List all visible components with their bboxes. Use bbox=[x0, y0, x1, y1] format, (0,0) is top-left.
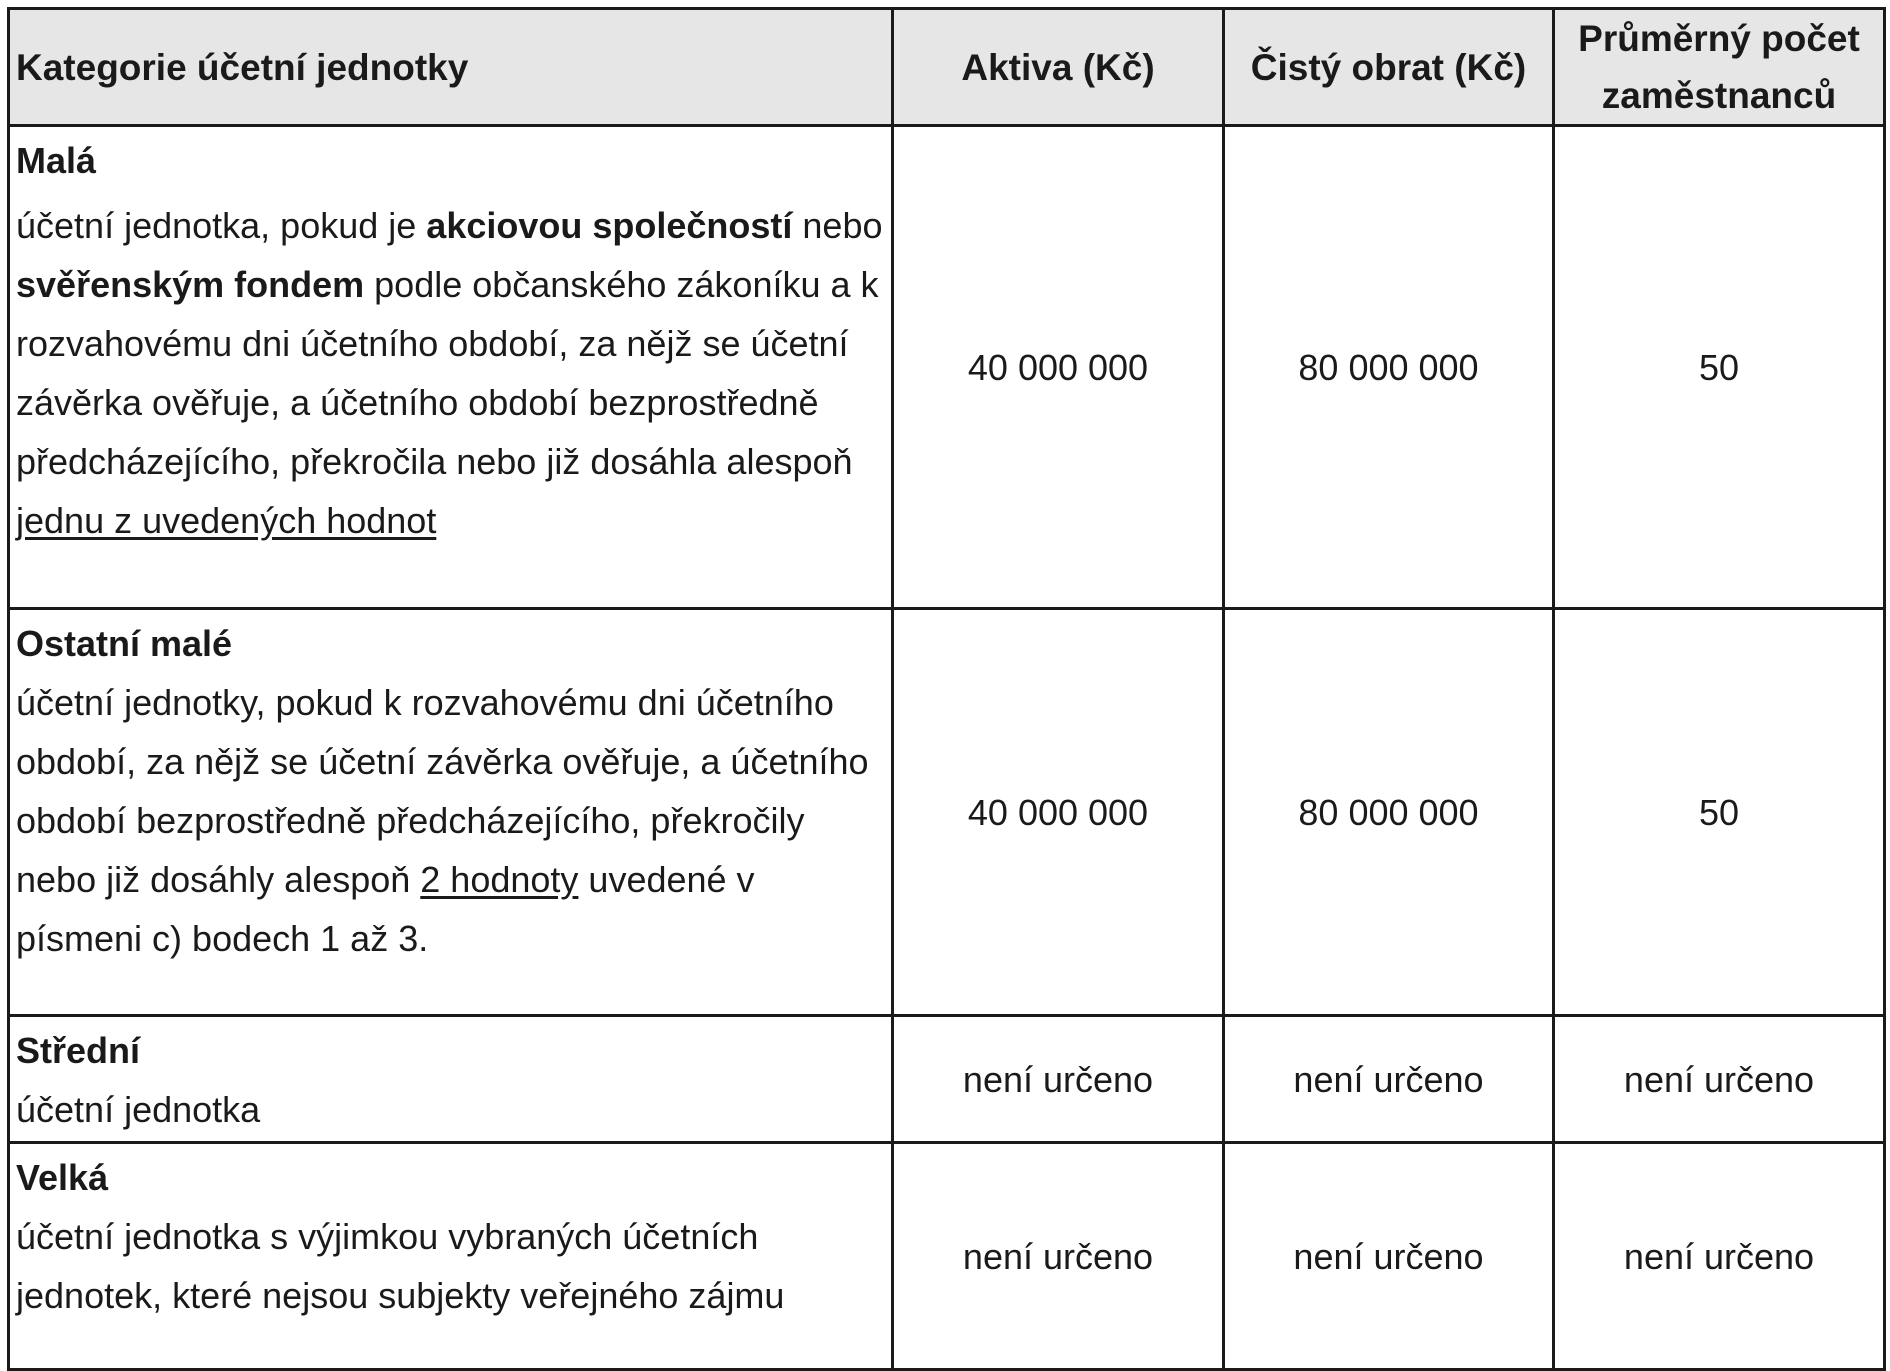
table-row-ostatni-male bbox=[9, 609, 1885, 1016]
header-assets: Aktiva (Kč) bbox=[893, 9, 1224, 126]
category-title: Střední bbox=[16, 1030, 141, 1071]
employees-value: není určeno bbox=[1554, 1143, 1885, 1370]
category-cell bbox=[9, 609, 893, 1016]
category-title: Velká bbox=[16, 1157, 109, 1198]
category-desc: účetní jednotka, pokud je akciovou společností nebo svěřenským fondem podle občanského zákoníku a k rozvahovému dni účetního období, za nějž se účetní závěrka ověřuje, a účetního období bezprostředně předcházejícího, překročila nebo již dosáhla alespoň jednu z uvedených hodnot bbox=[16, 205, 883, 541]
category-desc: účetní jednotka s výjimkou vybraných účetních jednotek, které nejsou subjekty veřejného zájmu bbox=[16, 1216, 785, 1316]
category-desc: účetní jednotka bbox=[16, 1089, 261, 1130]
turnover-value: není určeno bbox=[1224, 1143, 1554, 1370]
table-row-mala bbox=[9, 126, 1885, 609]
employees-value: 50 bbox=[1554, 609, 1885, 1016]
header-category: Kategorie účetní jednotky bbox=[9, 9, 893, 126]
header-employees-line2: zaměstnanců bbox=[1601, 75, 1837, 116]
header-employees-line1: Průměrný počet bbox=[1578, 18, 1860, 59]
assets-value: 40 000 000 bbox=[893, 609, 1224, 1016]
assets-value: 40 000 000 bbox=[893, 126, 1224, 609]
turnover-value: 80 000 000 bbox=[1224, 609, 1554, 1016]
category-cell bbox=[9, 126, 893, 609]
table-row-stredni bbox=[9, 1016, 1885, 1143]
assets-value: není určeno bbox=[893, 1016, 1224, 1143]
assets-value: není určeno bbox=[893, 1143, 1224, 1370]
header-row bbox=[9, 9, 1885, 126]
employees-value: 50 bbox=[1554, 126, 1885, 609]
category-title: Malá bbox=[16, 140, 97, 181]
category-cell bbox=[9, 1143, 893, 1370]
category-cell bbox=[9, 1016, 893, 1143]
turnover-value: není určeno bbox=[1224, 1016, 1554, 1143]
category-table bbox=[7, 7, 1886, 1371]
header-turnover: Čistý obrat (Kč) bbox=[1224, 9, 1554, 126]
header-employees bbox=[1554, 9, 1885, 126]
table-row-velka bbox=[9, 1143, 1885, 1370]
turnover-value: 80 000 000 bbox=[1224, 126, 1554, 609]
category-desc: účetní jednotky, pokud k rozvahovému dni účetního období, za nějž se účetní závěrka ověřuje, a účetního období bezprostředně předcházejícího, překročily nebo již dosáhly alespoň 2 hodnoty uvedené v písmeni c) bodech 1 až 3. bbox=[16, 682, 869, 959]
employees-value: není určeno bbox=[1554, 1016, 1885, 1143]
category-title: Ostatní malé bbox=[16, 623, 233, 664]
